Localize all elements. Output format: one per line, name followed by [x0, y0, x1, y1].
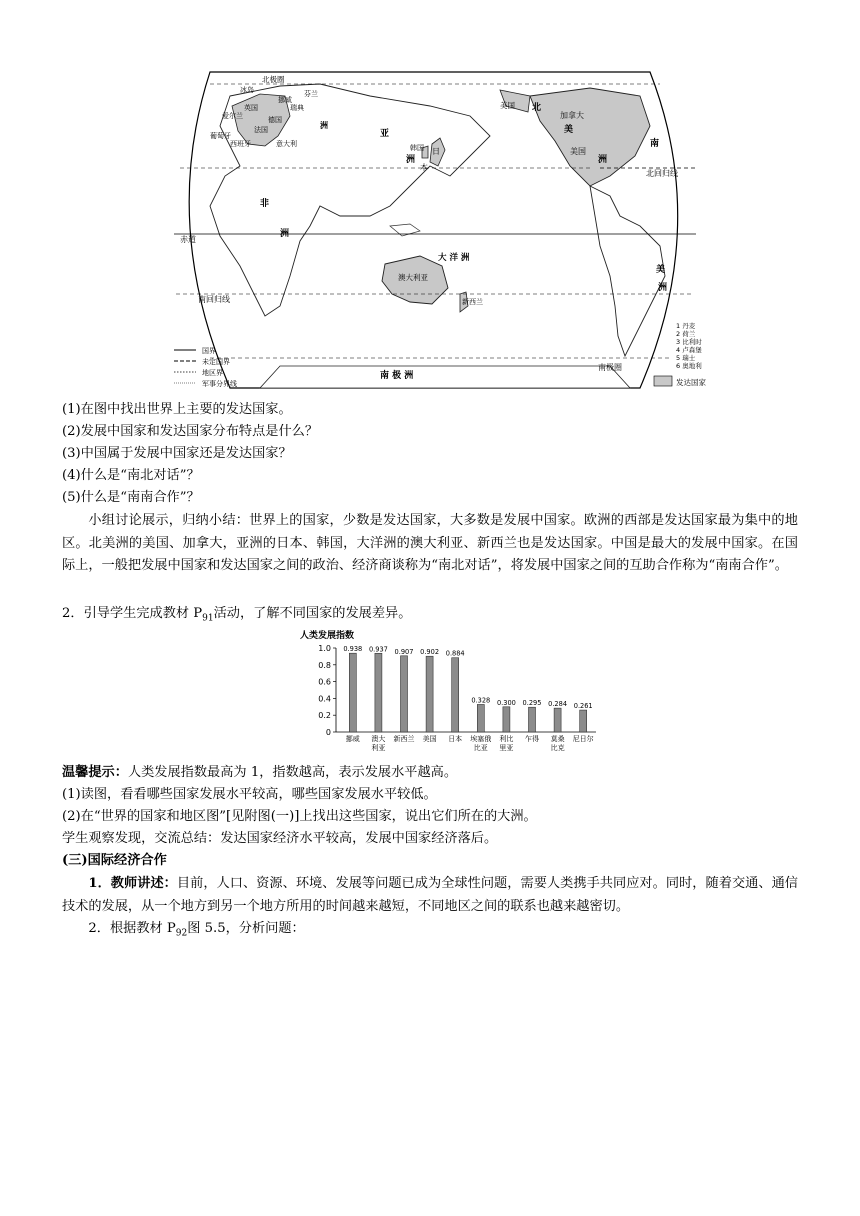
category-label: 莫桑 [550, 735, 565, 743]
map-legend-right [654, 321, 706, 387]
category-label: 尼日尔 [572, 735, 594, 743]
africa-label-1: 非 [260, 199, 270, 209]
north-america-label-3: 洲 [598, 155, 608, 165]
south-america-label-2: 美 [656, 265, 666, 275]
tip-line [62, 762, 798, 784]
australia-label: 澳大利亚 [398, 273, 428, 282]
legend-military-line: 军事分界线 [202, 380, 237, 388]
asia-label-2: 洲 [406, 155, 416, 165]
category-label: 利亚 [371, 744, 386, 752]
norway-label: 挪威 [278, 96, 292, 104]
tip-label: 温馨提示： [62, 765, 128, 780]
legend-number-3: 3 比利时 [676, 338, 702, 346]
uk-label: 英国 [244, 104, 258, 112]
legend-number-6: 6 奥地利 [676, 362, 702, 370]
legend-region-border: 地区界 [202, 369, 223, 377]
bar [503, 707, 510, 732]
bar [529, 707, 536, 732]
y-tick-label: 0 [325, 728, 331, 737]
category-label: 比亚 [473, 744, 488, 752]
bar-value-label: 0.295 [522, 699, 542, 708]
tip-question-1: (1)读图，看看哪些国家发展水平较高，哪些国家发展水平较低。 [62, 787, 437, 802]
y-tick-label: 0.6 [318, 677, 331, 687]
new-zealand-label: 新西兰 [462, 298, 483, 306]
question-4: (4)什么是“南北对话”？ [62, 468, 200, 483]
ireland-label: 爱尔兰 [222, 112, 243, 120]
legend-number-2: 2 荷兰 [676, 330, 696, 338]
teacher-text: 目前，人口、资源、环境、发展等问题已成为全球性问题，需要人类携手共同应对。同时，随着交通、通信技术的发展，从一个地方到另一个地方所用的时间越来越短，不同地区之间的联系也越来越密切。 [62, 876, 798, 914]
hdi-bar-chart [300, 628, 600, 756]
bar [477, 704, 484, 732]
bar [401, 656, 408, 732]
teacher-label: 1．教师讲述： [88, 876, 177, 891]
bar-value-label: 0.300 [496, 698, 516, 707]
bar-value-label: 0.907 [394, 647, 414, 656]
tip-question-2: (2)在“世界的国家和地区图”[见附图(一)]上找出这些国家，说出它们所在的大洲。 [62, 809, 537, 824]
category-label: 比克 [550, 744, 565, 752]
iceland-label: 冰岛 [240, 86, 254, 94]
world-map [170, 66, 706, 394]
france-label: 法国 [254, 126, 268, 134]
usa-label: 美国 [570, 147, 586, 156]
tropic-capricorn-label: 南回归线 [198, 295, 230, 304]
portugal-label: 葡萄牙 [210, 132, 231, 140]
japan-label-2: 本 [420, 163, 428, 172]
category-label: 里亚 [499, 744, 514, 752]
category-label: 挪威 [345, 735, 360, 743]
bar [349, 653, 356, 732]
world-map-figure [170, 66, 706, 394]
teacher-paragraph [62, 873, 798, 918]
north-america-label-1: 北 [532, 103, 542, 113]
observe-line: 学生观察发现，交流总结：发达国家经济水平较高，发展中国家经济落后。 [62, 831, 498, 846]
category-label: 乍得 [525, 735, 539, 743]
legend-developed-label: 发达国家 [676, 378, 706, 387]
category-label: 新西兰 [393, 735, 415, 743]
question-2: (2)发展中国家和发达国家分布特点是什么？ [62, 424, 319, 439]
japan-label-1: 日 [432, 147, 440, 156]
arctic-circle-label: 北极圈 [262, 75, 285, 84]
bar-value-label: 0.902 [420, 648, 440, 657]
hdi-chart-svg [300, 628, 600, 756]
germany-label: 德国 [268, 116, 282, 124]
tropic-cancer-label: 北回归线 [646, 169, 678, 178]
y-tick-label: 0.2 [318, 711, 331, 721]
usa-alaska-label: 美国 [500, 101, 515, 110]
step-last-line: 2．根据教材 $P_{92}$图 5.5，分析问题： [88, 921, 305, 939]
y-tick-label: 1.0 [318, 644, 331, 653]
category-label: 美国 [422, 735, 437, 743]
spain-label: 西班牙 [230, 140, 251, 148]
y-tick-label: 0.4 [318, 694, 331, 704]
bar-value-label: 0.938 [343, 645, 363, 654]
legend-developed-swatch [654, 376, 672, 386]
italy-label: 意大利 [276, 140, 297, 148]
bar [580, 710, 587, 732]
category-label: 日本 [448, 735, 463, 743]
north-america-label-2: 美 [564, 125, 574, 135]
legend-border: 国界 [202, 347, 216, 355]
category-label: 利比 [499, 735, 514, 743]
bar-value-label: 0.884 [445, 649, 465, 658]
south-america-label-1: 南 [650, 139, 660, 149]
sweden-label: 瑞典 [290, 104, 304, 112]
bar [452, 658, 459, 732]
antarctic-circle-label: 南极圈 [598, 363, 622, 372]
korea-label: 韩国 [410, 144, 424, 152]
y-tick-label: 0.8 [318, 660, 331, 670]
question-5: (5)什么是“南南合作”？ [62, 490, 200, 505]
africa-label-2: 洲 [280, 229, 290, 239]
finland-label: 芬兰 [304, 90, 318, 98]
asia-label-1: 亚 [380, 129, 390, 139]
bar [554, 708, 561, 732]
question-1: (1)在图中找出世界上主要的发达国家。 [62, 402, 292, 417]
chart-title: 人类发展指数 [300, 631, 355, 641]
summary-paragraph: 小组讨论展示，归纳小结：世界上的国家，少数是发达国家，大多数是发展中国家。欧洲的西部是发达国家最为集中的地区。北美洲的美国、加拿大，亚洲的日本、韩国，大洋洲的澳大利亚、新西兰也是发达国家。中国是最大的发展中国家。在国际上，一般把发展中国家和发达国家之间的政治、经济商谈称为“南北对话”，将发展中国家之间的互助合作称为“南南合作”。 [62, 513, 798, 573]
legend-number-1: 1 丹麦 [676, 322, 696, 330]
bar [426, 656, 433, 732]
oceania-label: 大 洋 洲 [438, 253, 470, 263]
canada-label: 加拿大 [560, 111, 584, 120]
antarctica-shape [260, 366, 630, 388]
tip-text: 人类发展指数最高为 1，指数越高，表示发展水平越高。 [127, 765, 458, 780]
bar [375, 653, 382, 732]
equator-label: 赤道 [180, 235, 196, 244]
section-3-heading: (三)国际经济合作 [62, 853, 167, 868]
category-label: 埃塞俄 [470, 735, 492, 743]
question-3: (3)中国属于发展中国家还是发达国家？ [62, 446, 292, 461]
legend-number-5: 5 瑞士 [676, 354, 696, 362]
legend-number-4: 4 卢森堡 [676, 346, 702, 354]
bar-value-label: 0.328 [471, 696, 491, 705]
step-2-line: 2．引导学生完成教材 $P_{91}$活动，了解不同国家的发展差异。 [62, 606, 412, 624]
category-label: 澳大 [371, 735, 386, 743]
bar-value-label: 0.284 [548, 700, 568, 709]
south-america-label-3: 洲 [658, 283, 668, 293]
antarctica-label: 南 极 洲 [380, 371, 414, 381]
bar-value-label: 0.937 [368, 645, 388, 654]
bar-value-label: 0.261 [573, 702, 593, 711]
legend-undetermined-border: 未定国界 [202, 358, 230, 366]
europe-label: 洲 [320, 121, 328, 130]
